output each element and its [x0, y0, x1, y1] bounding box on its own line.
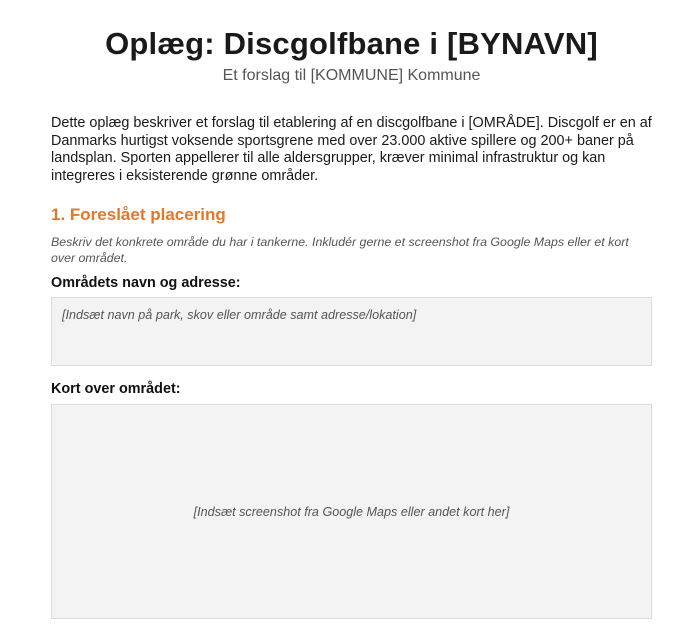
map-field-label: Kort over området: — [51, 381, 181, 397]
document-subtitle: Et forslag til [KOMMUNE] Kommune — [222, 67, 481, 84]
document-title: Oplæg: Discgolfbane i [BYNAVN] — [105, 26, 598, 61]
address-input-box[interactable] — [51, 297, 652, 366]
map-image-box[interactable] — [51, 404, 652, 619]
address-field-label: Områdets navn og adresse: — [51, 275, 241, 291]
intro-paragraph: Dette oplæg beskriver et forslag til etablering af en discgolfbane i [OMRÅDE]. Discgolf er en af Danmarks hurtigst voksende sportsgrene med over 23.000 aktive spillere og 200+ baner på landsplan. Sporten appellerer til alle aldersgrupper, kræver minimal infrastruktur og kan integreres i eksisterende grønne områder. — [51, 115, 652, 184]
map-placeholder: [Indsæt screenshot fra Google Maps eller andet kort her] — [193, 504, 510, 519]
section-description: Beskriv det konkrete område du har i tankerne. Inkludér gerne et screenshot fra Google Maps eller et kort over området. — [51, 235, 629, 265]
address-placeholder: [Indsæt navn på park, skov eller område samt adresse/lokation] — [62, 308, 417, 322]
section-heading-placement: 1. Foreslået placering — [51, 205, 226, 224]
